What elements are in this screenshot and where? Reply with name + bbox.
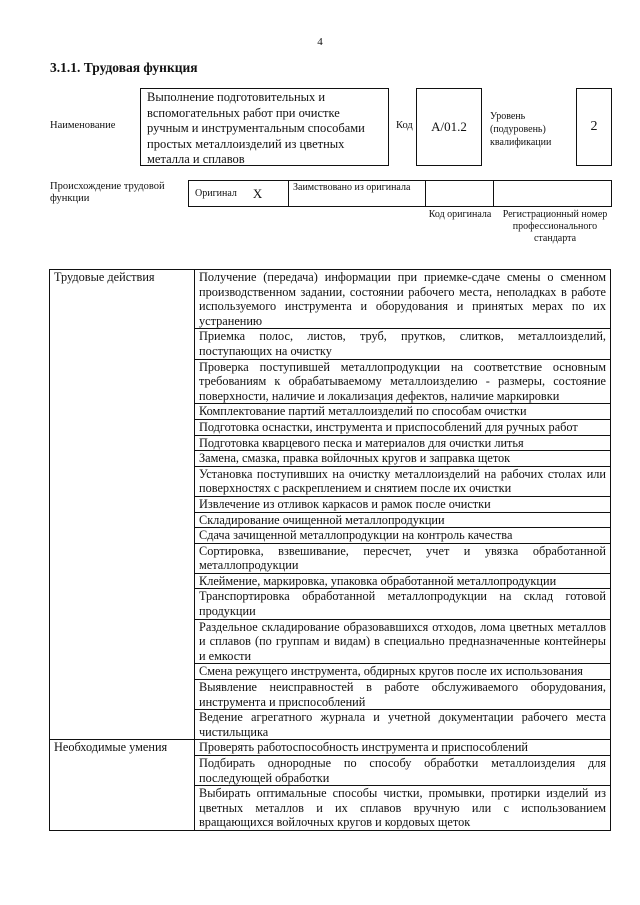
origin-table xyxy=(188,180,612,207)
list-item: Складирование очищенной металлопродукции xyxy=(195,512,611,528)
list-item: Подготовка кварцевого песка и материалов для очистки литья xyxy=(195,435,611,451)
code-original-caption: Код оригинала xyxy=(428,209,492,220)
list-item: Установка поступивших на очистку металлоизделий на рабочих столах или поверхностях с раскреплением и снятием после их очистки xyxy=(195,466,611,496)
list-item: Ведение агрегатного журнала и учетной документации рабочего места чистильщика xyxy=(195,710,611,740)
name-label: Наименование xyxy=(50,120,116,131)
list-item: Получение (передача) информации при приемке-сдаче смены о сменном производственном задании, состоянии рабочего места, неполадках в работе используемого инструмента и оборудования и принятых мерах по их устранению xyxy=(195,270,611,329)
section-title: Трудовые действия xyxy=(50,270,195,740)
reg-number-caption: Регистрационный номер профессионального стандарта xyxy=(502,209,608,244)
section-title: Необходимые умения xyxy=(50,740,195,831)
list-item: Выявление неисправностей в работе обслуживаемого оборудования, инструмента и приспособлений xyxy=(195,680,611,710)
list-item: Сортировка, взвешивание, пересчет, учет и увязка обработанной металлопродукции xyxy=(195,543,611,573)
list-item: Клеймение, маркировка, упаковка обработанной металлопродукции xyxy=(195,573,611,589)
list-item: Выбирать оптимальные способы чистки, промывки, протирки изделий из цветных металлов и их сплавов вручную или с использованием вращающихся войлочных кругов и кордовых щеток xyxy=(195,786,611,831)
list-item: Замена, смазка, правка войлочных кругов и заправка щеток xyxy=(195,451,611,467)
table-row xyxy=(50,740,611,756)
page-number: 4 xyxy=(317,36,323,48)
origin-label: Происхождение трудовой функции xyxy=(50,181,165,204)
list-item: Транспортировка обработанной металлопродукции на склад готовой продукции xyxy=(195,589,611,619)
reg-number-cell xyxy=(494,181,611,206)
section-heading: 3.1.1. Трудовая функция xyxy=(50,60,198,75)
table-row xyxy=(50,270,611,329)
level-label: Уровень (подуровень) квалификации xyxy=(490,111,552,148)
code-original-cell xyxy=(426,181,494,206)
list-item: Подбирать однородные по способу обработки металлоизделия для последующей обработки xyxy=(195,756,611,786)
list-item: Извлечение из отливок каркасов и рамок после очистки xyxy=(195,496,611,512)
list-item: Раздельное складирование образовавшихся отходов, лома цветных металлов и сплавов (по группам и видам) в специально предназначенные контейнеры и емкости xyxy=(195,619,611,664)
original-label: Оригинал xyxy=(195,188,237,199)
list-item: Смена режущего инструмента, обдирных кругов после их использования xyxy=(195,664,611,680)
list-item: Сдача зачищенной металлопродукции на контроль качества xyxy=(195,528,611,544)
list-item: Проверка поступившей металлопродукции на соответствие основным требованиям к обрабатываемому металлоизделию - размеры, состояние поверхности, наличие и локализация дефектов, наличие маркировки xyxy=(195,359,611,404)
code-label: Код xyxy=(396,120,413,131)
list-item: Подготовка оснастки, инструмента и приспособлений для ручных работ xyxy=(195,419,611,435)
function-name: Выполнение подготовительных и вспомогательных работ при очистке ручным и инструментальным способами простых металлоизделий из цветных металла и сплавов xyxy=(140,88,389,166)
list-item: Проверять работоспособность инструмента и приспособлений xyxy=(195,740,611,756)
list-item: Комплектование партий металлоизделий по способам очистки xyxy=(195,404,611,420)
code-value: А/01.2 xyxy=(416,88,482,166)
level-value: 2 xyxy=(576,88,612,166)
original-mark: Х xyxy=(252,185,263,201)
borrowed-label: Заимствовано из оригинала xyxy=(289,181,426,206)
list-item: Приемка полос, листов, труб, прутков, слитков, металлоизделий, поступающих на очистку xyxy=(195,329,611,359)
function-details-table xyxy=(49,269,611,831)
